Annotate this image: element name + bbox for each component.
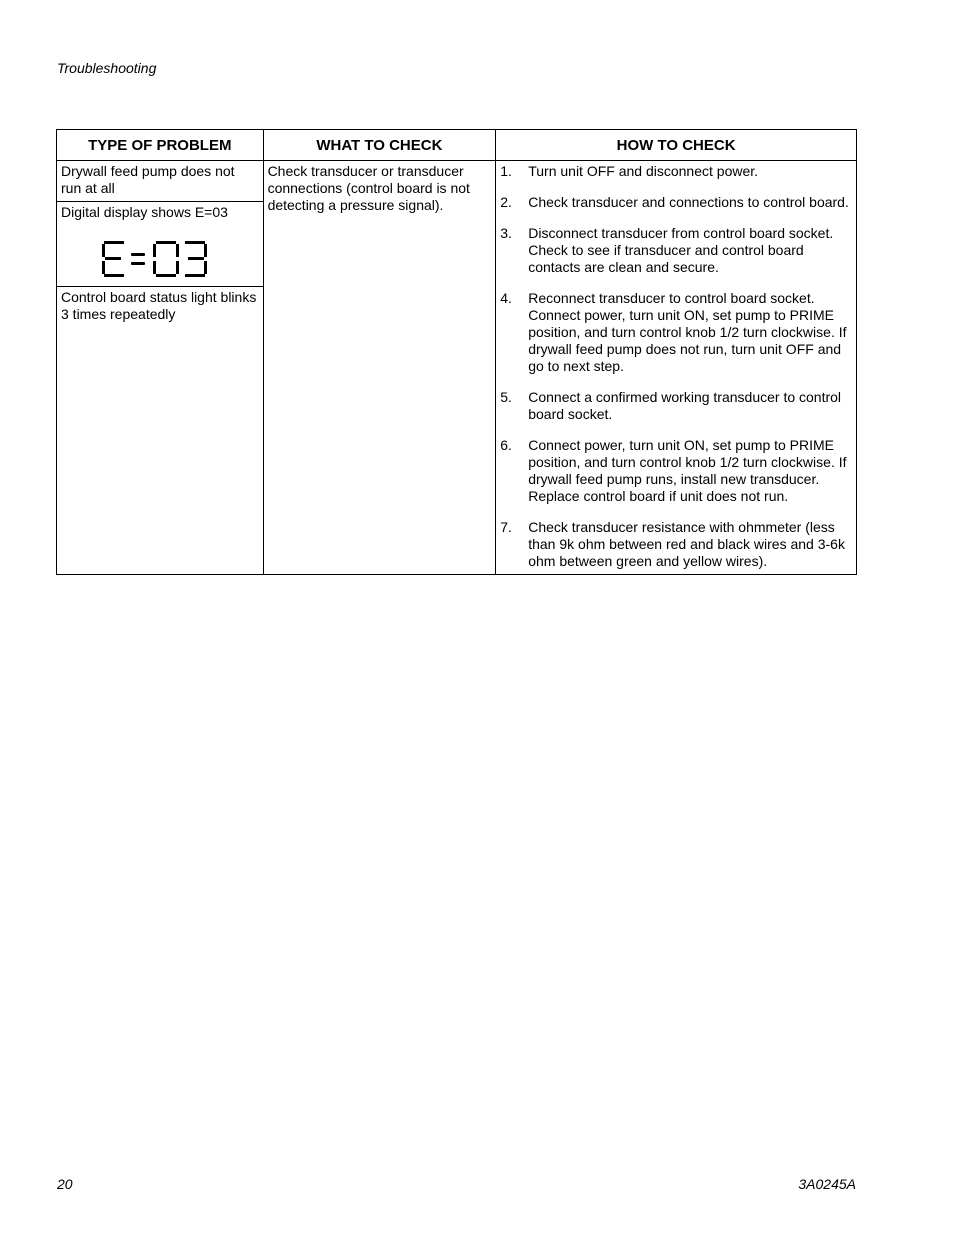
step-text: Connect a confirmed working transducer to control board socket.: [528, 389, 842, 422]
problem-item: [57, 286, 263, 327]
list-item: [500, 225, 850, 276]
step-text: Check transducer resistance with ohmmeter (less than 9k ohm between red and black wires and 3-6k ohm between green and yellow wires).: [528, 519, 845, 569]
column-header-what-to-check: WHAT TO CHECK: [263, 130, 496, 161]
step-text: Connect power, turn unit ON, set pump to PRIME position, and turn control knob 1/2 turn clockwise. If drywall feed pump runs, install new transducer. Replace control board if unit does not run.: [528, 437, 847, 504]
problem-text: Drywall feed pump does not run at all: [61, 163, 235, 196]
step-number: 6.: [500, 437, 512, 453]
step-text: Check transducer and connections to control board.: [528, 194, 849, 210]
seven-segment-display-icon: [98, 239, 210, 279]
document-id: 3A0245A: [798, 1176, 856, 1192]
step-text: Turn unit OFF and disconnect power.: [528, 163, 759, 179]
column-header-type-of-problem: TYPE OF PROBLEM: [57, 130, 264, 161]
what-to-check-text: Check transducer or transducer connections (control board is not detecting a pressure signal).: [267, 163, 470, 213]
page-number: 20: [57, 1176, 73, 1192]
step-number: 2.: [500, 194, 512, 210]
table-row: [57, 161, 857, 575]
table-header-row: [57, 130, 857, 161]
step-text: Disconnect transducer from control board socket. Check to see if transducer and control board contacts are clean and secure.: [528, 225, 834, 275]
running-header: Troubleshooting: [57, 60, 157, 76]
list-item: [500, 437, 850, 505]
type-of-problem-cell: [57, 161, 264, 575]
problem-item: [57, 201, 263, 286]
troubleshooting-table: [56, 129, 857, 575]
problem-text: Digital display shows E=03: [61, 204, 228, 220]
step-number: 7.: [500, 519, 512, 535]
list-item: [500, 519, 850, 570]
problem-item: [57, 161, 263, 201]
step-number: 4.: [500, 290, 512, 306]
list-item: [500, 389, 850, 423]
what-to-check-cell: [263, 161, 496, 575]
column-header-how-to-check: HOW TO CHECK: [496, 130, 857, 161]
list-item: [500, 290, 850, 375]
problem-text: Control board status light blinks 3 times repeatedly: [61, 289, 257, 322]
how-to-check-cell: [496, 161, 857, 575]
step-number: 3.: [500, 225, 512, 241]
list-item: [500, 163, 850, 180]
list-item: [500, 194, 850, 211]
step-number: 5.: [500, 389, 512, 405]
step-number: 1.: [500, 163, 512, 179]
step-text: Reconnect transducer to control board socket. Connect power, turn unit ON, set pump to PRIME position, and turn control knob 1/2 turn clockwise. If drywall feed pump does not run, turn unit OFF and go to next step.: [528, 290, 847, 374]
